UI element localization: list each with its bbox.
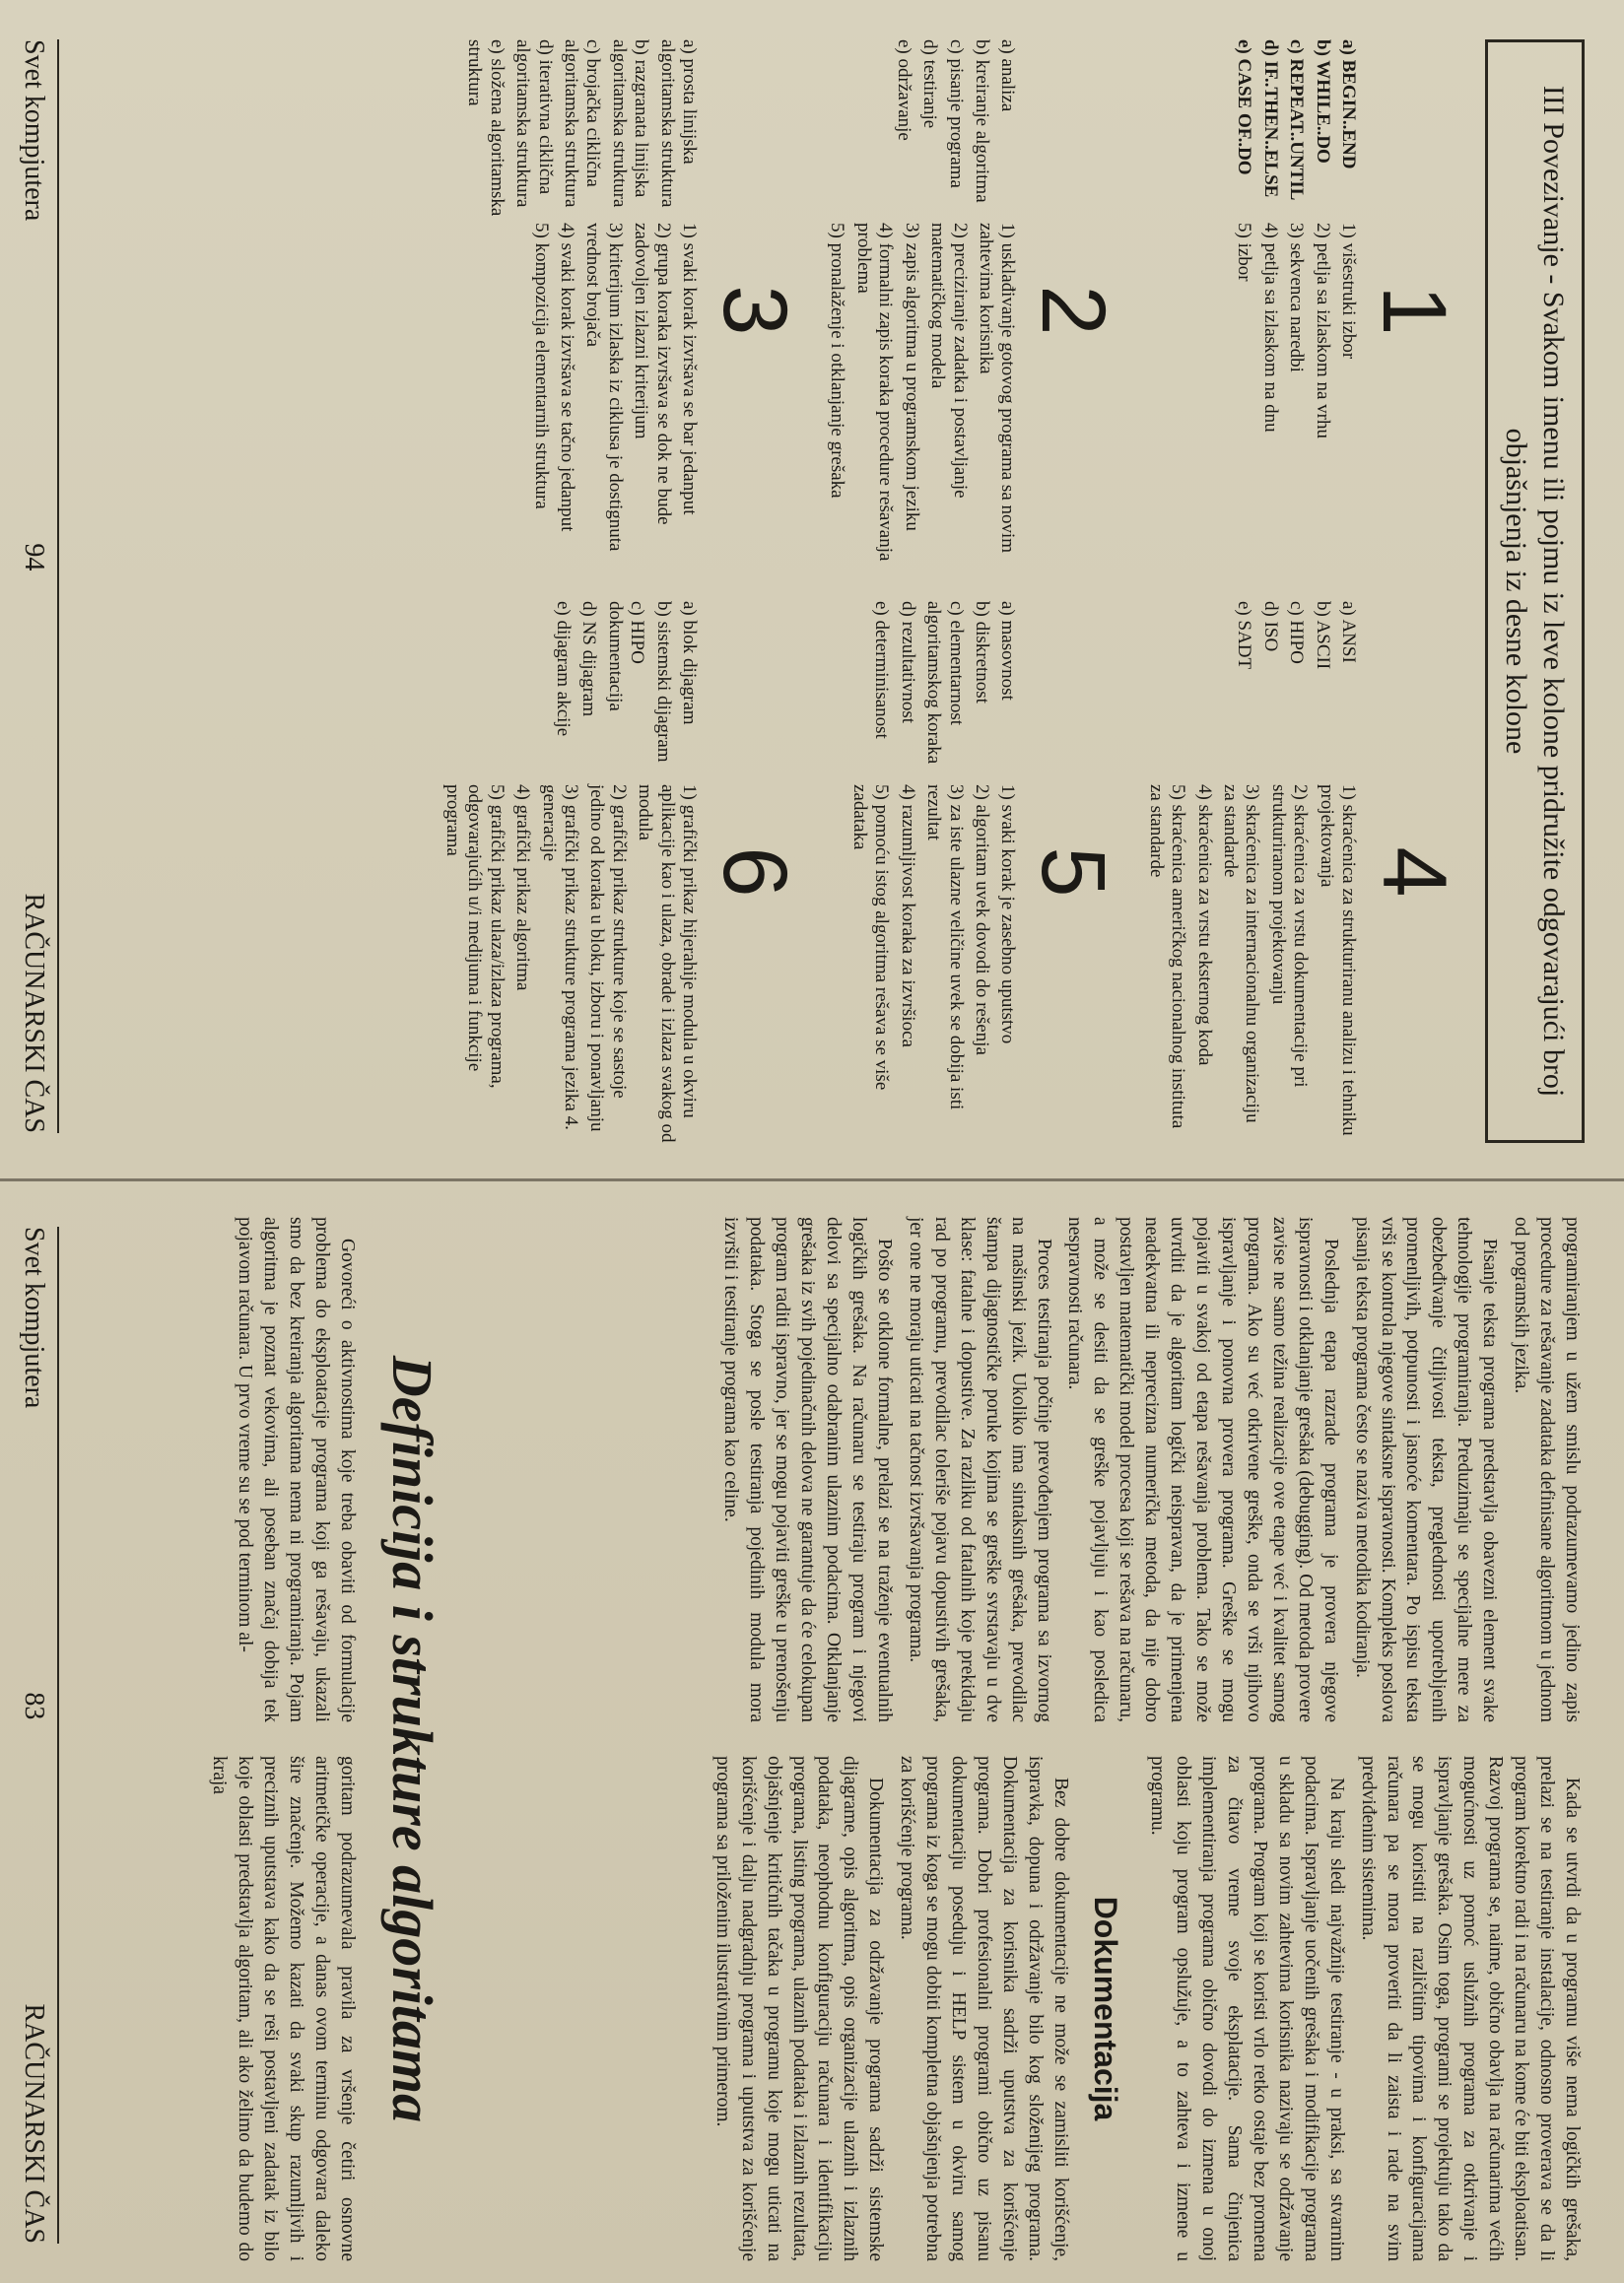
article-columns (471, 1217, 1585, 2261)
article-column-1 (471, 1217, 1585, 1722)
paragraph: Poslednja etapa razrade programa je provera njegove ispravnosti i otklanjanje grešaka (debugging). Od metoda provere zavise ne samo težina realizacije ove etape već i kvalitet samog programa. Ako su već otkrivene greške, onda se vrši njihovo ispravljanje i ponovna provera programa. Greške se mogu pojaviti u svakoj od etapa rešavanja problema. Tako se može utvrditi da je algoritam logički neispravan, da je primenjena neadekvatna ili neprecizna numerička metoda, da nije dobro postavljen matematički model procesa koji se rešava na računaru, a može se desiti da se greške pojavljuju i kao posledica nespravnosti računara. (1064, 1217, 1341, 1722)
term: c) HIPO (1286, 601, 1308, 664)
term: e) složena algoritamska struktura (464, 39, 508, 217)
term: b) ASCII (1312, 601, 1333, 670)
term: e) SADT (1234, 601, 1255, 670)
magazine-name: Svet kompjutera (19, 39, 49, 222)
paragraph: Dokumentacija za održavanje programa sadrži sistemske dijagrame, opis algoritma, opis organizacije ulaznih i izlaznih podataka, neophodnu konfiguraciju računara i identifikaciju programa, listing programa, ulaznih podataka i izlaznih rezultata, objašnjenje kritičnih tačaka u programu koje mogu uticati na korišćenje i dalju nadgradnju programa i uputstva za korišćenje programa sa priloženim ilustrativnim primerom. (711, 1756, 887, 2261)
exercise-row-1 (1140, 39, 1463, 1143)
term: a) blok dijagram (679, 601, 701, 725)
term: b) diskretnost (971, 601, 992, 704)
matching-exercise (77, 39, 1585, 1143)
definition: 3) za iste ulazne veličine uvek se dobija isti rezultat (923, 784, 967, 1110)
exercise-group-1 (1140, 39, 1463, 581)
group-number: 6 (705, 846, 806, 898)
term: e) determinisanost (871, 601, 893, 739)
exercise-row-3 (438, 39, 804, 1143)
term: c) brojačka ciklična algoritamska struktura (561, 39, 604, 208)
definition: 5) pomoću istog algoritma rešava se više zadataka (848, 784, 893, 1091)
definition: 1) svaki korak je zasebno uputstvo (997, 784, 1019, 1044)
definition: 4) svaki korak izvršava se tačno jedanput (557, 223, 578, 532)
group-number: 3 (705, 285, 806, 336)
exercise-group-6 (438, 601, 804, 1143)
paragraph: Na kraju sledi najvažnije testiranje - u praksi, sa stvarnim podacima. Ispravljanje uočenih grešaka i modifikacije programa u skladu sa novim zahtevima korisnika nazivaju se održavanje programa. Program koji se koristi vrlo retko ostaje bez promena za čitavo vreme svoje eksplatacije. Sama činjenica implementiranja programa obično dovodi do izmena u onoj oblasti koju program opslužuje, a to zahteva i izmene u programu. (1147, 1756, 1347, 2261)
group-number: 2 (1023, 285, 1124, 336)
paragraph: Govoreći o aktivnostima koje treba obaviti od formulacije problema do eksploatacije programa koji ga rešavaju, ukazali smo da bez kreiranja algoritama nema ni programiranja. Pojam algoritma je poznat vekovima, ali poseban značaj dobija tek pojavom računara. U prvo vreme su se pod terminom al- (235, 1217, 358, 1722)
exercise-group-3 (438, 39, 804, 581)
right-page (0, 1187, 1624, 2283)
definition: 5) izbor (1234, 223, 1255, 282)
definition: 4) petlja sa izlaskom na dnu (1259, 223, 1281, 433)
exercise-row-2 (822, 39, 1122, 1143)
section-name: RAČUNARSKI ČAS (19, 893, 49, 1133)
definition: 3) grafički prikaz strukture programa jezika 4. generacije (538, 784, 582, 1130)
page-footer (18, 1227, 59, 2244)
term: e) održavanje (893, 39, 914, 141)
term: d) testiranje (919, 39, 941, 129)
exercise-group-2 (822, 39, 1122, 581)
term: e) dijagram akcije (553, 601, 575, 737)
definition: 3) kriterijum izlaska iz ciklusa je dostignuta vrednost brojača (582, 223, 626, 552)
term: d) rezultativnost (897, 601, 918, 723)
article (77, 1217, 1585, 2261)
definition: 4) skraćenica za vrstu eksternog koda (1193, 784, 1215, 1066)
page-footer (18, 39, 59, 1133)
definition: 1) usklađivanje gotovog programa sa novim zahtevima korisnika (975, 223, 1019, 554)
paragraph: Bez dobre dokumentacije ne može se zamisliti korišćenje, ispravka, dopuna i održavanje bilo kog složenijeg programa. Dokumentacija za korisnika sadrži uputstva za korišćenje programa. Dobri profesionalni programi obično uz pisanu dokumentaciju poseduju i HELP sistem u okviru samog programa iz koga se mogu dobiti kompletna objašnjenja potrebna za korišćenje programa. (897, 1756, 1071, 2261)
term: d) IF..THEN..ELSE (1259, 39, 1281, 198)
intro-column-1 (200, 1217, 360, 1722)
definition: 2) algoritam uvek dovodi do rešenja (971, 784, 992, 1055)
paragraph: programiranjem u užem smislu podrazumevamo jedino zapis procedure za rešavanje zadataka definisane algoritmom u jednom od programskih jezika. (1511, 1217, 1583, 1722)
term: b) sistemski dijagram (652, 601, 674, 763)
term: b) kreiranje algoritma (971, 39, 992, 203)
page-fold (0, 1178, 1624, 1181)
definition: 3) skraćenica za internacionalnu organizaciju za standarde (1219, 784, 1263, 1123)
term: b) razgranata linijska algoritamska struktura (608, 39, 652, 208)
group-number: 4 (1364, 846, 1464, 898)
term: c) pisanje programa (945, 39, 967, 188)
group-number: 5 (1023, 846, 1124, 898)
section-heading: Dokumentacija (1088, 1896, 1124, 2121)
term: a) ANSI (1338, 601, 1359, 663)
definition: 5) grafički prikaz ulaza/izlaza programa, odgovarajućih u/i medijuma i funkcije programa (442, 784, 508, 1089)
term: a) prosta linijska algoritamska struktura (656, 39, 701, 208)
exercise-group-5 (822, 601, 1122, 1143)
paragraph: Proces testiranja počinje prevođenjem programa sa izvornog na mašinski jezik. Ukoliko ima sintaksnih grešaka, prevodilac štampa dijagnostičke poruke kojima se greške svrstavaju u dve klase: fatalne i dopustive. Za razliku od fatalnih koje prekidaju rad po programu, prevodilac toleriše pojavu dopustivih grešaka, jer one ne moraju uticati na tačnost izvršavanja programa. (905, 1217, 1054, 1722)
exercise-title: III Povezivanje - Svakom imenu ili pojmu iz leve kolone pridružite odgovarajući broj objašnjenja iz desne kolone (1485, 39, 1585, 1143)
definition: 5) pronalaženje i otklanjanje grešaka (827, 223, 848, 499)
definition: 3) sekvenca naredbi (1286, 223, 1308, 372)
definition: 2) grupa koraka izvršava se dok ne bude zadovoljen izlazni kriterijum (631, 223, 674, 525)
definition: 2) petlja sa izlaskom na vrhu (1312, 223, 1333, 438)
definition: 5) kompozicija elementarnih struktura (530, 223, 552, 509)
term: a) masovnost (997, 601, 1019, 701)
definition: 5) skraćenica američkog nacionalnog instituta za standarde (1145, 784, 1189, 1129)
definition: 4) razumljivost koraka za izvršioca (897, 784, 918, 1047)
exercise-group-4 (1140, 601, 1463, 1143)
term: d) ISO (1259, 601, 1281, 652)
definition: 4) grafički prikaz algoritma (512, 784, 534, 991)
term: b) WHILE..DO (1312, 39, 1333, 164)
paragraph: Pisanje teksta programa predstavlja obavezni element svake tehnologije programiranja. Preduzimaju se specijalne mere za obezbeđivanje čitljivosti teksta, preglednosti upotrebljenih promenljivih, potpunosti i jasnoće komentara. Po ispisu teksta vrši se kontrola njegove sintaksne ispravnosti. Kompleks poslova pisanja teksta programa često se naziva metodika kodiranja. (1351, 1217, 1501, 1722)
page-number: 94 (19, 543, 49, 571)
definition: 4) formalni zapis koraka procedure rešavanja problema (852, 223, 897, 562)
intro-column-2 (200, 1756, 360, 2261)
term: c) HIPO dokumentacija (604, 601, 648, 711)
paragraph: Pošto se otklone formalne, prelazi se na traženje eventualnih logičkih grešaka. Na računaru se testiraju program i njegovi delovi sa specijalno odabranim ulaznim podacima. Otklanjanje grešaka iz svih pojedinačnih delova ne garantuje da će celokupan program raditi ispravno, jer se mogu pojaviti greške u prenošenju podataka. Stoga se posle testiranja pojedinih modula mora izvršiti i testiranje programa kao celine. (720, 1217, 896, 1722)
term: d) iterativna ciklična algoritamska struktura (512, 39, 556, 208)
term: e) CASE OF..DO (1234, 39, 1255, 175)
definition: 2) grafički prikaz strukture koje se sastoje jedino od koraka u bloku, izboru i ponavljanju (586, 784, 630, 1132)
definition: 3) zapis algoritma u programskom jeziku (901, 223, 922, 531)
definition: 1) svaki korak izvršava se bar jedanput (679, 223, 701, 515)
term: a) BEGIN..END (1338, 39, 1359, 169)
section-name: RAČUNARSKI ČAS (19, 2003, 49, 2244)
definition: 2) skraćenica za vrstu dokumentacije pri strukturiranom projektovanju (1267, 784, 1312, 1088)
magazine-name: Svet kompjutera (19, 1227, 49, 1409)
article-title: Definicija i strukture algoritama (380, 1355, 444, 2123)
definition: 1) skraćenica za strukturiranu analizu i tehniku projektovanja (1316, 784, 1359, 1136)
paragraph: Kada se utvrdi da u programu više nema logičkih grešaka, prelazi se na testiranje instalacije, odnosno proverava se da li program korektno radi i na računaru na kome će biti eksploatisan. Razvoj programa se, naime, obično obavlja na računarima većih mogućnosti uz pomoć uslužnih programa za otkrivanje i ispravljanje grešaka. Osim toga, programi se projektuju tako da se mogu koristiti na različitim tipovima i konfiguracijama računara pa se mora proveriti da li zaista i rade na svim predviđenim sistemima. (1357, 1756, 1583, 2261)
term: a) analiza (997, 39, 1019, 112)
article-column-2 (471, 1756, 1585, 2261)
term: d) NS dijagram (578, 601, 600, 717)
definition: 2) preciziranje zadatka i postavljanje matematičkog modela (927, 223, 971, 499)
group-number: 1 (1364, 285, 1464, 336)
paragraph: goritam podrazumevala pravila za vršenje četiri osnovne aritmetičke operacije, a danas ovom terminu odgovara daleko šire značenje. Možemo kazati da svaki skup razumljivih i preciznih uputstava kako da se reši postavljeni zadatak iz bilo koje oblasti predstavlja algoritam, ali ako želimo da budemo do kraja (209, 1756, 358, 2261)
term: c) elementarnost algoritamskog koraka (923, 601, 967, 765)
article-intro-columns (200, 1217, 360, 2261)
definition: 1) višestruki izbor (1338, 223, 1359, 360)
definition: 1) grafički prikaz hijerahije modula u okviru aplikacije kao i ulaza, obrade i izlaza svakog od modula (635, 784, 701, 1143)
term: c) REPEAT..UNTIL (1286, 39, 1308, 201)
page-number: 83 (19, 1692, 49, 1720)
